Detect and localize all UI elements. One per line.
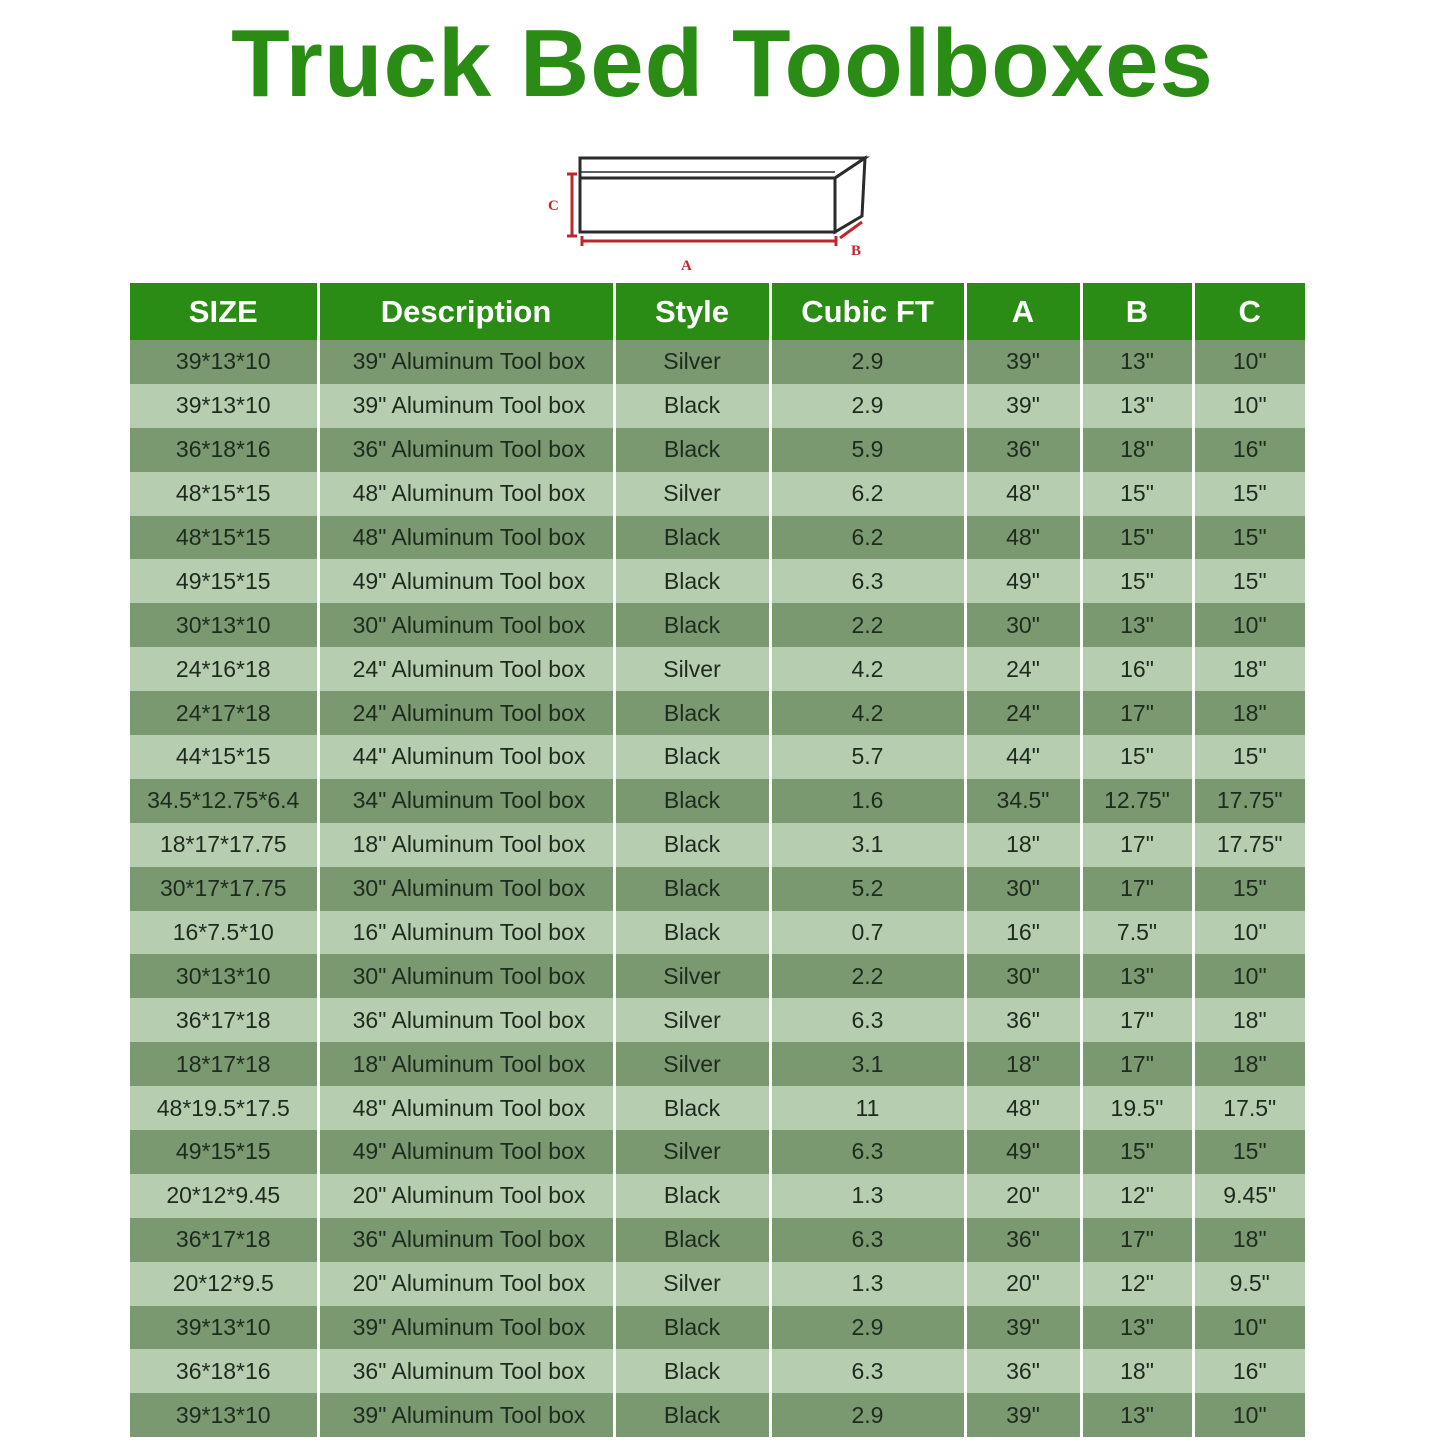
- table-header-row: [130, 283, 1305, 340]
- cell-b: 13": [1081, 384, 1193, 428]
- cell-a: 48": [965, 472, 1081, 516]
- cell-c: 15": [1193, 516, 1305, 560]
- table-row: [130, 603, 1305, 647]
- cell-c: 15": [1193, 559, 1305, 603]
- header-description: Description: [318, 283, 614, 340]
- cell-cubic-ft: 5.7: [770, 735, 965, 779]
- cell-c: 15": [1193, 735, 1305, 779]
- cell-c: 18": [1193, 1042, 1305, 1086]
- table-row: [130, 911, 1305, 955]
- cell-style: Silver: [614, 998, 770, 1042]
- cell-style: Silver: [614, 340, 770, 384]
- cell-size: 30*13*10: [130, 603, 318, 647]
- cell-size: 24*16*18: [130, 647, 318, 691]
- cell-c: 15": [1193, 1130, 1305, 1174]
- table-row: [130, 1130, 1305, 1174]
- cell-b: 15": [1081, 1130, 1193, 1174]
- cell-description: 36" Aluminum Tool box: [318, 998, 614, 1042]
- toolbox-dimension-diagram: [540, 150, 880, 276]
- table-row: [130, 1042, 1305, 1086]
- cell-cubic-ft: 2.9: [770, 1393, 965, 1437]
- cell-style: Black: [614, 779, 770, 823]
- cell-size: 48*15*15: [130, 472, 318, 516]
- cell-b: 17": [1081, 823, 1193, 867]
- cell-style: Black: [614, 384, 770, 428]
- cell-size: 36*17*18: [130, 998, 318, 1042]
- cell-style: Black: [614, 867, 770, 911]
- cell-c: 18": [1193, 647, 1305, 691]
- cell-c: 10": [1193, 384, 1305, 428]
- cell-description: 48" Aluminum Tool box: [318, 1086, 614, 1130]
- cell-size: 39*13*10: [130, 1306, 318, 1350]
- cell-cubic-ft: 6.3: [770, 1130, 965, 1174]
- cell-cubic-ft: 2.2: [770, 954, 965, 998]
- table-row: [130, 1349, 1305, 1393]
- cell-cubic-ft: 6.2: [770, 472, 965, 516]
- cell-cubic-ft: 4.2: [770, 691, 965, 735]
- header-style: Style: [614, 283, 770, 340]
- dimension-label-b: B: [851, 243, 862, 259]
- cell-a: 36": [965, 998, 1081, 1042]
- cell-description: 20" Aluminum Tool box: [318, 1174, 614, 1218]
- cell-style: Black: [614, 603, 770, 647]
- cell-size: 39*13*10: [130, 340, 318, 384]
- cell-style: Silver: [614, 954, 770, 998]
- cell-b: 7.5": [1081, 911, 1193, 955]
- cell-b: 17": [1081, 1218, 1193, 1262]
- cell-size: 36*17*18: [130, 1218, 318, 1262]
- cell-c: 10": [1193, 1393, 1305, 1437]
- cell-a: 48": [965, 516, 1081, 560]
- cell-b: 15": [1081, 735, 1193, 779]
- cell-style: Silver: [614, 647, 770, 691]
- cell-size: 20*12*9.45: [130, 1174, 318, 1218]
- cell-description: 49" Aluminum Tool box: [318, 1130, 614, 1174]
- cell-description: 18" Aluminum Tool box: [318, 1042, 614, 1086]
- cell-cubic-ft: 11: [770, 1086, 965, 1130]
- cell-description: 48" Aluminum Tool box: [318, 516, 614, 560]
- cell-b: 17": [1081, 691, 1193, 735]
- cell-a: 30": [965, 603, 1081, 647]
- cell-style: Black: [614, 1349, 770, 1393]
- table-row: [130, 559, 1305, 603]
- cell-c: 16": [1193, 1349, 1305, 1393]
- cell-size: 48*19.5*17.5: [130, 1086, 318, 1130]
- table-row: [130, 735, 1305, 779]
- cell-description: 16" Aluminum Tool box: [318, 911, 614, 955]
- cell-description: 36" Aluminum Tool box: [318, 1218, 614, 1262]
- table-row: [130, 954, 1305, 998]
- table-row: [130, 1218, 1305, 1262]
- cell-description: 30" Aluminum Tool box: [318, 603, 614, 647]
- cell-c: 9.5": [1193, 1262, 1305, 1306]
- cell-size: 30*17*17.75: [130, 867, 318, 911]
- table-row: [130, 340, 1305, 384]
- cell-style: Black: [614, 911, 770, 955]
- table-row: [130, 998, 1305, 1042]
- cell-description: 20" Aluminum Tool box: [318, 1262, 614, 1306]
- cell-description: 39" Aluminum Tool box: [318, 384, 614, 428]
- cell-c: 10": [1193, 954, 1305, 998]
- cell-style: Black: [614, 691, 770, 735]
- cell-b: 13": [1081, 1393, 1193, 1437]
- cell-a: 39": [965, 1393, 1081, 1437]
- cell-description: 24" Aluminum Tool box: [318, 691, 614, 735]
- cell-size: 20*12*9.5: [130, 1262, 318, 1306]
- cell-a: 18": [965, 1042, 1081, 1086]
- cell-a: 39": [965, 340, 1081, 384]
- cell-description: 48" Aluminum Tool box: [318, 472, 614, 516]
- cell-cubic-ft: 1.3: [770, 1262, 965, 1306]
- table-row: [130, 1306, 1305, 1350]
- cell-size: 30*13*10: [130, 954, 318, 998]
- cell-a: 49": [965, 559, 1081, 603]
- cell-cubic-ft: 2.2: [770, 603, 965, 647]
- cell-style: Silver: [614, 1262, 770, 1306]
- cell-size: 16*7.5*10: [130, 911, 318, 955]
- table-row: [130, 516, 1305, 560]
- cell-style: Silver: [614, 472, 770, 516]
- cell-a: 20": [965, 1174, 1081, 1218]
- cell-cubic-ft: 6.3: [770, 1349, 965, 1393]
- cell-b: 13": [1081, 1306, 1193, 1350]
- cell-c: 18": [1193, 691, 1305, 735]
- cell-description: 39" Aluminum Tool box: [318, 1393, 614, 1437]
- cell-b: 17": [1081, 1042, 1193, 1086]
- dimension-label-a: A: [681, 258, 692, 274]
- table-row: [130, 472, 1305, 516]
- header-size: SIZE: [130, 283, 318, 340]
- cell-a: 24": [965, 647, 1081, 691]
- cell-c: 18": [1193, 1218, 1305, 1262]
- cell-b: 13": [1081, 340, 1193, 384]
- cell-c: 10": [1193, 603, 1305, 647]
- cell-description: 44" Aluminum Tool box: [318, 735, 614, 779]
- cell-c: 10": [1193, 1306, 1305, 1350]
- cell-description: 30" Aluminum Tool box: [318, 867, 614, 911]
- header-a: A: [965, 283, 1081, 340]
- cell-size: 44*15*15: [130, 735, 318, 779]
- cell-description: 39" Aluminum Tool box: [318, 1306, 614, 1350]
- table-row: [130, 867, 1305, 911]
- cell-b: 18": [1081, 428, 1193, 472]
- cell-cubic-ft: 4.2: [770, 647, 965, 691]
- cell-b: 13": [1081, 954, 1193, 998]
- cell-b: 17": [1081, 998, 1193, 1042]
- cell-style: Black: [614, 1174, 770, 1218]
- cell-cubic-ft: 2.9: [770, 340, 965, 384]
- cell-c: 10": [1193, 911, 1305, 955]
- cell-description: 49" Aluminum Tool box: [318, 559, 614, 603]
- cell-b: 17": [1081, 867, 1193, 911]
- table-row: [130, 779, 1305, 823]
- cell-style: Silver: [614, 1042, 770, 1086]
- cell-description: 39" Aluminum Tool box: [318, 340, 614, 384]
- cell-size: 39*13*10: [130, 1393, 318, 1437]
- cell-size: 36*18*16: [130, 1349, 318, 1393]
- cell-style: Black: [614, 516, 770, 560]
- cell-size: 36*18*16: [130, 428, 318, 472]
- table-row: [130, 691, 1305, 735]
- cell-a: 48": [965, 1086, 1081, 1130]
- cell-a: 36": [965, 1218, 1081, 1262]
- cell-b: 18": [1081, 1349, 1193, 1393]
- cell-c: 17.75": [1193, 823, 1305, 867]
- cell-size: 39*13*10: [130, 384, 318, 428]
- cell-b: 12": [1081, 1174, 1193, 1218]
- cell-a: 39": [965, 1306, 1081, 1350]
- cell-b: 19.5": [1081, 1086, 1193, 1130]
- cell-size: 18*17*18: [130, 1042, 318, 1086]
- cell-b: 15": [1081, 559, 1193, 603]
- cell-c: 17.75": [1193, 779, 1305, 823]
- cell-cubic-ft: 5.2: [770, 867, 965, 911]
- table-body: [130, 340, 1305, 1437]
- cell-cubic-ft: 1.3: [770, 1174, 965, 1218]
- cell-description: 24" Aluminum Tool box: [318, 647, 614, 691]
- cell-a: 34.5": [965, 779, 1081, 823]
- cell-a: 16": [965, 911, 1081, 955]
- toolbox-spec-table: [130, 283, 1305, 1437]
- cell-a: 36": [965, 428, 1081, 472]
- cell-b: 15": [1081, 472, 1193, 516]
- cell-a: 30": [965, 954, 1081, 998]
- cell-a: 30": [965, 867, 1081, 911]
- dimension-label-c: C: [548, 198, 559, 214]
- cell-c: 16": [1193, 428, 1305, 472]
- cell-cubic-ft: 6.3: [770, 1218, 965, 1262]
- cell-cubic-ft: 3.1: [770, 1042, 965, 1086]
- cell-c: 15": [1193, 472, 1305, 516]
- cell-cubic-ft: 6.2: [770, 516, 965, 560]
- cell-description: 36" Aluminum Tool box: [318, 1349, 614, 1393]
- cell-style: Black: [614, 428, 770, 472]
- cell-cubic-ft: 1.6: [770, 779, 965, 823]
- cell-a: 39": [965, 384, 1081, 428]
- cell-style: Black: [614, 1218, 770, 1262]
- cell-style: Black: [614, 559, 770, 603]
- cell-c: 10": [1193, 340, 1305, 384]
- cell-b: 12": [1081, 1262, 1193, 1306]
- cell-description: 34" Aluminum Tool box: [318, 779, 614, 823]
- cell-size: 34.5*12.75*6.4: [130, 779, 318, 823]
- table-row: [130, 428, 1305, 472]
- header-cubic-ft: Cubic FT: [770, 283, 965, 340]
- cell-a: 24": [965, 691, 1081, 735]
- cell-a: 44": [965, 735, 1081, 779]
- table-row: [130, 647, 1305, 691]
- cell-b: 12.75": [1081, 779, 1193, 823]
- table-row: [130, 1174, 1305, 1218]
- table-row: [130, 1262, 1305, 1306]
- table-row: [130, 384, 1305, 428]
- page-title: Truck Bed Toolboxes: [231, 10, 1214, 117]
- cell-c: 15": [1193, 867, 1305, 911]
- table-row: [130, 1393, 1305, 1437]
- cell-style: Black: [614, 1393, 770, 1437]
- cell-a: 49": [965, 1130, 1081, 1174]
- cell-style: Black: [614, 823, 770, 867]
- table-row: [130, 823, 1305, 867]
- cell-description: 36" Aluminum Tool box: [318, 428, 614, 472]
- cell-style: Black: [614, 1086, 770, 1130]
- table-row: [130, 1086, 1305, 1130]
- cell-c: 9.45": [1193, 1174, 1305, 1218]
- cell-size: 24*17*18: [130, 691, 318, 735]
- cell-cubic-ft: 0.7: [770, 911, 965, 955]
- cell-a: 20": [965, 1262, 1081, 1306]
- cell-cubic-ft: 5.9: [770, 428, 965, 472]
- cell-size: 49*15*15: [130, 559, 318, 603]
- cell-cubic-ft: 2.9: [770, 1306, 965, 1350]
- cell-cubic-ft: 6.3: [770, 998, 965, 1042]
- cell-description: 30" Aluminum Tool box: [318, 954, 614, 998]
- cell-description: 18" Aluminum Tool box: [318, 823, 614, 867]
- cell-style: Black: [614, 1306, 770, 1350]
- toolbox-outline: [580, 158, 865, 232]
- cell-style: Black: [614, 735, 770, 779]
- cell-size: 48*15*15: [130, 516, 318, 560]
- cell-cubic-ft: 6.3: [770, 559, 965, 603]
- cell-c: 18": [1193, 998, 1305, 1042]
- cell-c: 17.5": [1193, 1086, 1305, 1130]
- cell-a: 36": [965, 1349, 1081, 1393]
- cell-style: Silver: [614, 1130, 770, 1174]
- header-b: B: [1081, 283, 1193, 340]
- header-c: C: [1193, 283, 1305, 340]
- cell-size: 18*17*17.75: [130, 823, 318, 867]
- cell-cubic-ft: 2.9: [770, 384, 965, 428]
- cell-b: 15": [1081, 516, 1193, 560]
- cell-b: 16": [1081, 647, 1193, 691]
- cell-size: 49*15*15: [130, 1130, 318, 1174]
- cell-cubic-ft: 3.1: [770, 823, 965, 867]
- cell-a: 18": [965, 823, 1081, 867]
- cell-b: 13": [1081, 603, 1193, 647]
